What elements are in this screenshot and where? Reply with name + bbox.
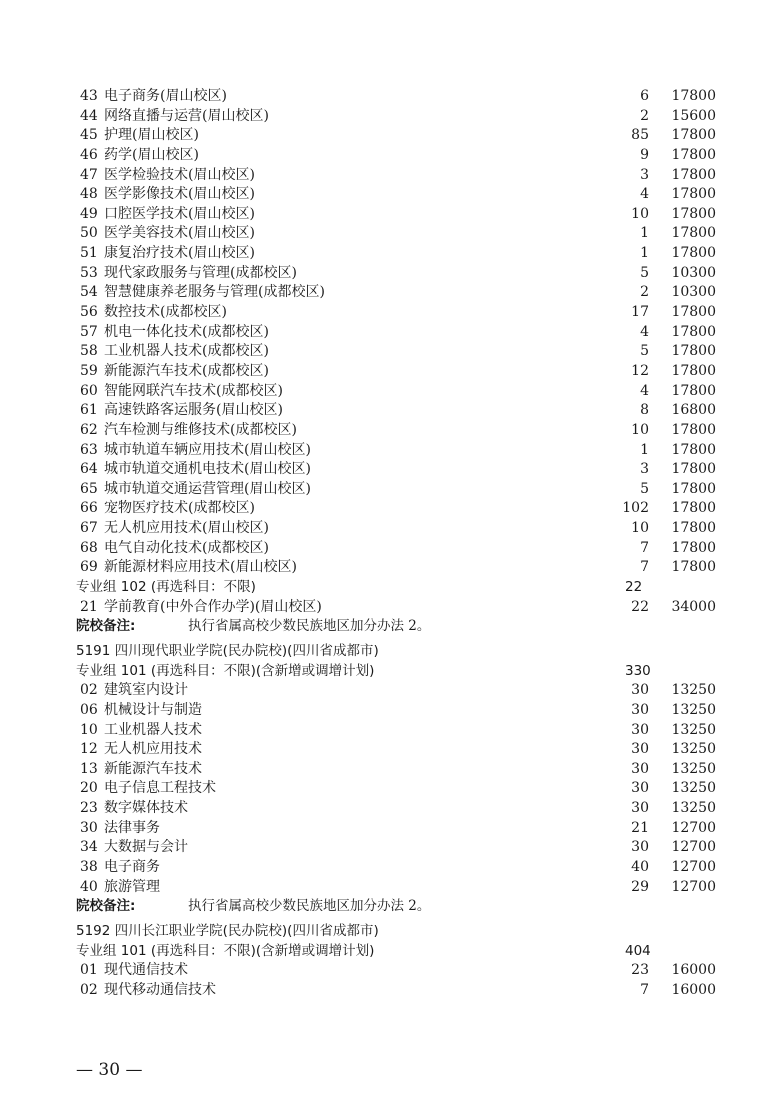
major-name: 高速铁路客运服务(眉山校区) [104,402,283,419]
major-group-header [0,578,777,598]
major-code: 40 [80,878,98,895]
major-row [0,558,777,578]
major-name: 建筑室内设计 [104,682,188,699]
enrollment-count: 9 [640,146,649,163]
major-name: 数控技术(成都校区) [104,304,227,321]
major-name: 康复治疗技术(眉山校区) [104,245,255,262]
major-code: 20 [80,780,98,797]
major-code: 57 [80,323,98,340]
enrollment-count: 30 [631,701,649,718]
enrollment-count: 29 [631,878,649,895]
tuition-fee: 13250 [671,721,716,738]
major-group-header [0,942,777,962]
major-name: 口腔医学技术(眉山校区) [104,205,255,222]
page-number: — 30 — [76,1060,143,1080]
major-row [0,539,777,559]
tuition-fee: 17800 [671,539,716,556]
major-row [0,681,777,701]
major-name: 电子商务(眉山校区) [104,88,227,104]
major-code: 51 [80,245,98,262]
major-name: 数字媒体技术 [104,800,188,817]
major-code: 64 [80,461,98,478]
tuition-fee: 12700 [671,878,716,895]
major-name: 学前教育(中外合作办学)(眉山校区) [104,598,322,615]
major-name: 城市轨道交通机电技术(眉山校区) [104,461,311,478]
major-code: 50 [80,225,98,242]
enrollment-count: 1 [640,441,649,458]
major-name: 药学(眉山校区) [104,146,199,163]
tuition-fee: 13250 [671,701,716,718]
tuition-fee: 17800 [671,166,716,183]
major-code: 54 [80,284,98,301]
tuition-fee: 13250 [671,800,716,817]
major-row [0,441,777,461]
tuition-fee: 10300 [671,284,716,301]
tuition-fee: 12700 [671,858,716,875]
group-count: 330 [625,662,651,679]
major-code: 06 [80,701,98,718]
enrollment-count: 5 [640,343,649,360]
enrollment-count: 30 [631,760,649,777]
enrollment-count: 40 [631,858,649,875]
group-rows [0,598,777,618]
enrollment-count: 6 [640,88,649,104]
enrollment-count: 3 [640,166,649,183]
major-name: 汽车检测与维修技术(成都校区) [104,421,297,438]
major-row [0,342,777,362]
major-row [0,779,777,799]
major-code: 30 [80,819,98,836]
tuition-fee: 17800 [671,500,716,517]
major-code: 66 [80,500,98,517]
school-header [0,922,777,942]
major-row [0,981,777,1001]
major-code: 60 [80,382,98,399]
major-name: 工业机器人技术(成都校区) [104,343,269,360]
major-code: 67 [80,520,98,537]
major-code: 47 [80,166,98,183]
enrollment-count: 30 [631,721,649,738]
major-row [0,760,777,780]
major-name: 无人机应用技术 [104,741,202,758]
major-code: 62 [80,421,98,438]
document-content [0,87,777,1000]
tuition-fee: 17800 [671,146,716,163]
major-row [0,460,777,480]
major-row [0,126,777,146]
major-name: 机电一体化技术(成都校区) [104,323,269,340]
tuition-fee: 17800 [671,304,716,321]
enrollment-count: 4 [640,323,649,340]
enrollment-count: 12 [631,362,649,379]
major-row [0,480,777,500]
tuition-fee: 16800 [671,402,716,419]
major-row [0,819,777,839]
major-code: 34 [80,839,98,856]
major-row [0,878,777,898]
major-row [0,401,777,421]
major-row [0,362,777,382]
major-name: 网络直播与运营(眉山校区) [104,107,269,124]
tuition-fee: 17800 [671,323,716,340]
group-label: 专业组 101 (再选科目：不限)(含新增或调增计划) [76,662,375,679]
major-row [0,519,777,539]
major-row [0,224,777,244]
major-name: 无人机应用技术(眉山校区) [104,520,269,537]
tuition-fee: 16000 [671,981,716,998]
enrollment-count: 3 [640,461,649,478]
major-name: 电气自动化技术(成都校区) [104,539,269,556]
major-row [0,721,777,741]
enrollment-count: 23 [631,962,649,979]
school-note [0,617,777,637]
major-code: 45 [80,127,98,144]
major-row [0,205,777,225]
school-label: 5192 四川长江职业学院(民办院校)(四川省成都市) [76,922,379,939]
tuition-fee: 13250 [671,760,716,777]
major-code: 48 [80,186,98,203]
major-row [0,107,777,127]
enrollment-count: 7 [640,559,649,576]
enrollment-count: 1 [640,245,649,262]
major-code: 01 [80,962,98,979]
tuition-fee: 17800 [671,520,716,537]
tuition-fee: 13250 [671,780,716,797]
tuition-fee: 15600 [671,107,716,124]
tuition-fee: 17800 [671,245,716,262]
major-name: 电子信息工程技术 [104,780,216,797]
major-row [0,166,777,186]
major-code: 53 [80,264,98,281]
major-code: 02 [80,682,98,699]
major-name: 电子商务 [104,858,160,875]
major-code: 23 [80,800,98,817]
major-name: 医学美容技术(眉山校区) [104,225,255,242]
tuition-fee: 17800 [671,480,716,497]
major-name: 机械设计与制造 [104,701,202,718]
note-text: 执行省属高校少数民族地区加分办法 2。 [188,898,431,915]
enrollment-count: 2 [640,284,649,301]
tuition-fee: 17800 [671,441,716,458]
tuition-fee: 17800 [671,205,716,222]
tuition-fee: 17800 [671,186,716,203]
major-name: 新能源汽车技术(成都校区) [104,362,269,379]
major-name: 宠物医疗技术(成都校区) [104,500,255,517]
major-name: 新能源材料应用技术(眉山校区) [104,559,297,576]
major-row [0,499,777,519]
tuition-fee: 34000 [671,598,716,615]
enrollment-count: 4 [640,186,649,203]
major-row [0,701,777,721]
enrollment-count: 22 [631,598,649,615]
tuition-fee: 17800 [671,461,716,478]
major-row [0,838,777,858]
major-code: 38 [80,858,98,875]
enrollment-count: 10 [631,520,649,537]
school-header [0,642,777,662]
major-code: 61 [80,402,98,419]
major-name: 医学检验技术(眉山校区) [104,166,255,183]
tuition-fee: 17800 [671,382,716,399]
major-code: 49 [80,205,98,222]
section-school-continued [0,87,777,578]
enrollment-count: 2 [640,107,649,124]
major-code: 10 [80,721,98,738]
major-code: 56 [80,304,98,321]
tuition-fee: 12700 [671,819,716,836]
tuition-fee: 10300 [671,264,716,281]
major-row [0,598,777,618]
major-code: 13 [80,760,98,777]
major-row [0,185,777,205]
major-code: 46 [80,146,98,163]
major-name: 智慧健康养老服务与管理(成都校区) [104,284,325,301]
enrollment-count: 17 [631,304,649,321]
enrollment-count: 30 [631,800,649,817]
tuition-fee: 17800 [671,127,716,144]
note-label: 院校备注: [76,898,136,915]
major-name: 新能源汽车技术 [104,760,202,777]
major-code: 43 [80,88,98,104]
enrollment-count: 4 [640,382,649,399]
major-name: 智能网联汽车技术(成都校区) [104,382,283,399]
major-code: 44 [80,107,98,124]
major-code: 21 [80,598,98,615]
enrollment-count: 8 [640,402,649,419]
note-text: 执行省属高校少数民族地区加分办法 2。 [188,618,431,635]
tuition-fee: 17800 [671,225,716,242]
enrollment-count: 30 [631,741,649,758]
major-name: 法律事务 [104,819,160,836]
major-name: 旅游管理 [104,878,160,895]
enrollment-count: 21 [631,819,649,836]
enrollment-count: 5 [640,264,649,281]
major-row [0,421,777,441]
tuition-fee: 17800 [671,343,716,360]
major-group-header [0,662,777,682]
tuition-fee: 13250 [671,682,716,699]
tuition-fee: 17800 [671,88,716,104]
major-name: 城市轨道交通运营管理(眉山校区) [104,480,311,497]
major-code: 68 [80,539,98,556]
major-row [0,323,777,343]
tuition-fee: 13250 [671,741,716,758]
enrollment-count: 30 [631,839,649,856]
tuition-fee: 16000 [671,962,716,979]
enrollment-count: 7 [640,981,649,998]
major-row [0,740,777,760]
enrollment-count: 5 [640,480,649,497]
school-note [0,897,777,917]
major-code: 65 [80,480,98,497]
major-row [0,961,777,981]
group-count: 22 [625,579,643,596]
major-row [0,303,777,323]
major-name: 现代移动通信技术 [104,981,216,998]
group-label: 专业组 102 (再选科目：不限) [76,579,256,596]
major-row [0,244,777,264]
major-row [0,87,777,107]
major-name: 医学影像技术(眉山校区) [104,186,255,203]
major-row [0,264,777,284]
tuition-fee: 17800 [671,362,716,379]
major-name: 护理(眉山校区) [104,127,199,144]
group-rows [0,681,777,897]
enrollment-count: 1 [640,225,649,242]
major-name: 大数据与会计 [104,839,188,856]
enrollment-count: 7 [640,539,649,556]
major-row [0,858,777,878]
major-row [0,146,777,166]
tuition-fee: 17800 [671,559,716,576]
enrollment-count: 30 [631,780,649,797]
major-code: 12 [80,741,98,758]
major-code: 69 [80,559,98,576]
major-name: 城市轨道车辆应用技术(眉山校区) [104,441,311,458]
school-label: 5191 四川现代职业学院(民办院校)(四川省成都市) [76,642,379,659]
enrollment-count: 10 [631,421,649,438]
major-code: 02 [80,981,98,998]
enrollment-count: 30 [631,682,649,699]
group-rows [0,961,777,1000]
major-row [0,283,777,303]
major-code: 58 [80,343,98,360]
major-row [0,382,777,402]
major-row [0,799,777,819]
major-name: 现代家政服务与管理(成都校区) [104,264,297,281]
enrollment-count: 102 [622,500,649,517]
tuition-fee: 17800 [671,421,716,438]
major-name: 工业机器人技术 [104,721,202,738]
major-code: 59 [80,362,98,379]
note-label: 院校备注: [76,618,136,635]
enrollment-count: 10 [631,205,649,222]
major-code: 63 [80,441,98,458]
group-label: 专业组 101 (再选科目：不限)(含新增或调增计划) [76,942,375,959]
major-name: 现代通信技术 [104,962,188,979]
enrollment-count: 85 [631,127,649,144]
group-count: 404 [625,942,651,959]
tuition-fee: 12700 [671,839,716,856]
